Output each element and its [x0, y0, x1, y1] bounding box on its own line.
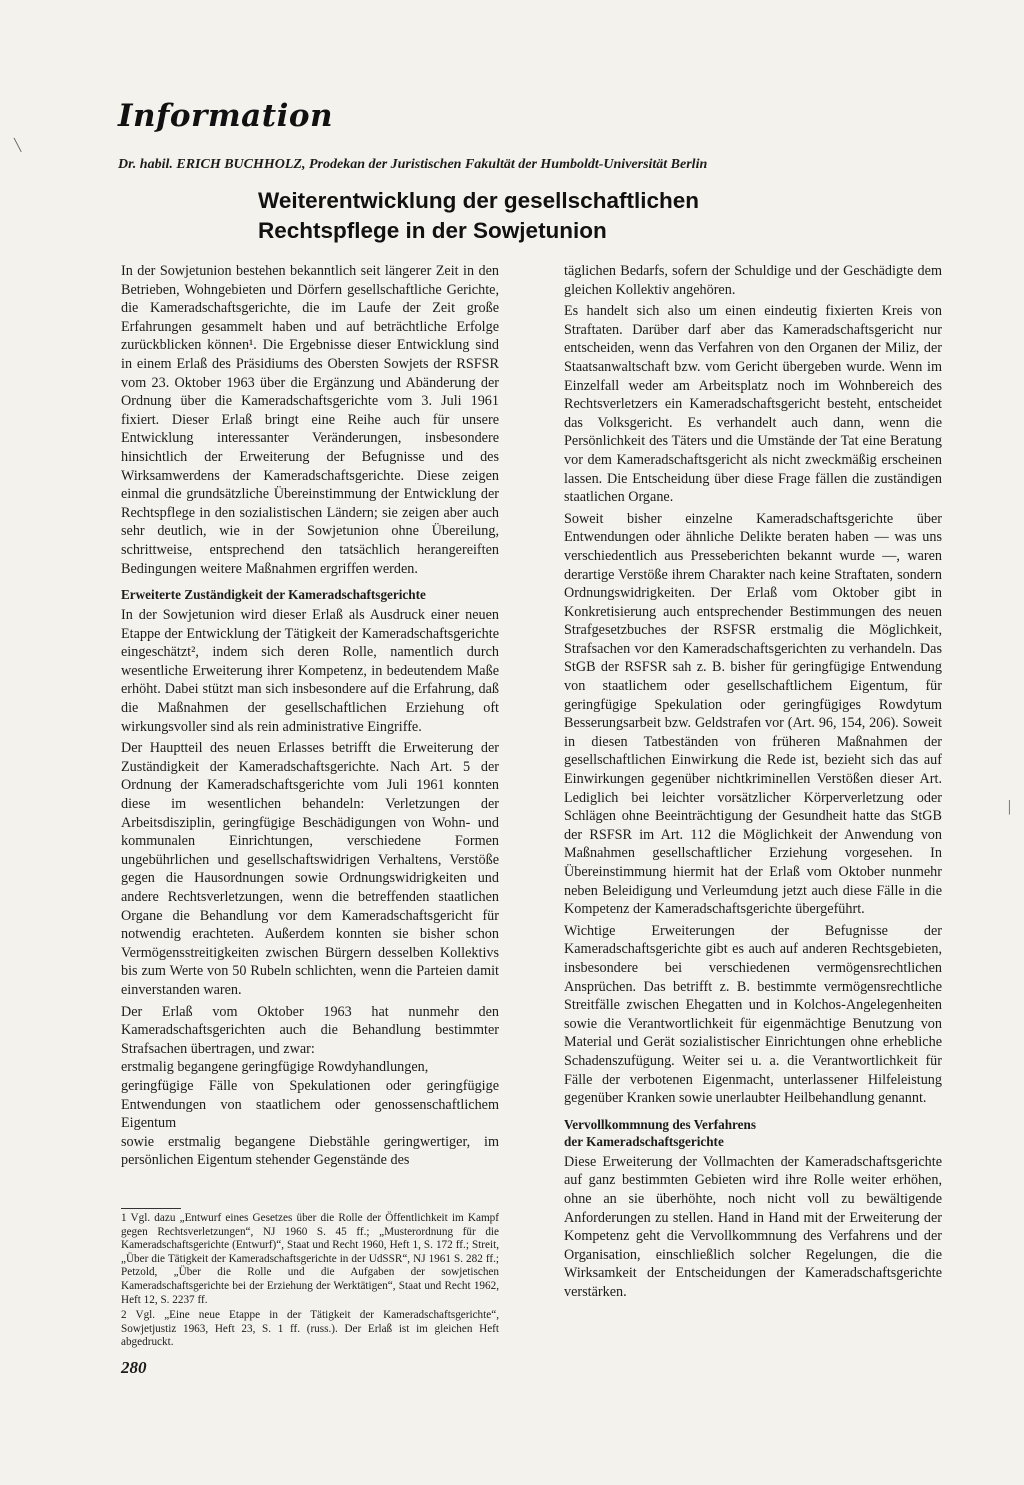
left-column — [121, 262, 499, 1170]
page-number: 280 — [121, 1358, 147, 1377]
footnote-1: 1 Vgl. dazu „Entwurf eines Gesetzes über die Rolle der Öffentlichkeit im Kampf gegen Rechtsverletzungen“, NJ 1960 S. 45 ff.; „Musterordnung für die Kameradschaftsgerichte (Entwurf)“, Staat und Recht 1960, Heft 1, S. 172 ff.; Streit, „Über die Tätigkeit der Kameradschaftsgerichte in der UdSSR“, NJ 1961 S. 282 ff.; Petzold, „Über die Rolle und die Aufgaben der sowjetischen Kameradschaftsgerichte bei der Erziehung der Werktätigen“, Staat und Recht 1962, Heft 12, S. 2237 ff. — [121, 1212, 499, 1306]
paragraph: Es handelt sich also um einen eindeutig fixierten Kreis von Straftaten. Darüber darf aber das Kameradschaftsgericht nur entscheiden, wenn das Verfahren von den Organen der Miliz, der Staatsanwaltschaft bzw. vom Gericht übergeben wurde. Wenn im Einzelfall weder am Arbeitsplatz noch im Wohnbereich des Rechtsverletzers ein Kameradschaftsgericht besteht, entscheidet das Volksgericht. Es verhandelt auch dann, wenn die Persönlichkeit des Täters und die Umstände der Tat eine Beratung vor dem Kameradschaftsgericht als nicht zweckmäßig erscheinen lassen. Die Entscheidung über diese Frage fällen die zuständigen staatlichen Organe. — [564, 303, 942, 506]
section-heading-line-2: der Kameradschaftsgerichte — [564, 1133, 724, 1149]
paragraph: Wichtige Erweiterungen der Befugnisse der Kameradschaftsgerichte gibt es auch auf anderen Rechtsgebieten, insbesondere bei verschiedenen vermögensrechtlichen Ansprüchen. Das betrifft z. B. bestimmte vermögensrechtliche Streitfälle zwischen Ehegatten und in Kolchos-Angelegenheiten sowie die Verantwortlichkeit für eigenmächtige Benutzung von Material und Gerät sozialistischer Einrichtungen ohne erhebliche Schadenszufügung. Weiter sei u. a. die Verantwortlichkeit für Fälle der verbotenen Eigenmacht, unterlassener Hilfeleistung gegenüber Kranken sowie unerlaubter Heilbehandlung genannt. — [564, 922, 942, 1107]
section-heading-line-1: Vervollkommnung des Verfahrens — [564, 1116, 756, 1132]
paragraph: täglichen Bedarfs, sofern der Schuldige und der Geschädigte dem gleichen Kollektiv angehören. — [564, 263, 942, 298]
paragraph: Soweit bisher einzelne Kameradschaftsgerichte über Entwendungen oder ähnliche Delikte beraten haben — was uns verschiedentlich aus Presseberichten bekannt wurde —, waren derartige Verstöße ihrem Charakter nach keine Straftaten, sondern Ordnungswidrigkeiten. Der Erlaß vom Oktober gibt in Konkretisierung auch entsprechender Bestimmungen des neuen Strafgesetzbuches der RSFSR erstmalig die Möglichkeit, Strafsachen vor den Kameradschaftsgerichten zu verhandeln. Das StGB der RSFSR sah z. B. bisher für geringfügige Entwendung von staatlichem oder gesellschaftlichem Eigentum, für geringfügige Spekulation oder geringfügiges Rowdytum Besserungsarbeit bzw. Geldstrafen vor (Art. 96, 154, 206). Soweit in diesen Tatbeständen von früheren Maßnahmen der gesellschaftlichen Einwirkung die Rede ist, bezieht sich das auf Einwirkungen gegenüber nichtkriminellen Verstößen dieser Art. Lediglich bei leichter vorsätzlicher Körperverletzung oder Schlägen ohne Beeinträchtigung der Gesundheit hatte das StGB der RSFSR im Art. 112 die Möglichkeit der Anwendung von Maßnahmen gesellschaftlicher Erziehung vorgesehen. In Übereinstimmung hiermit hat der Erlaß vom Oktober nunmehr neben Beleidigung und Verleumdung jetzt auch diese Fälle in die Kompetenz der Kameradschaftsgerichte übergeführt. — [564, 510, 942, 918]
article-title — [258, 186, 878, 246]
paragraph: Diese Erweiterung der Vollmachten der Kameradschaftsgerichte auf ganz bestimmten Gebieten wird ihre Rolle weiter erhöhen, ohne an sie überhöhte, noch nicht voll zu bewältigende Anforderungen zu stellen. Hand in Hand mit der Erweiterung der Kompetenz geht die Vervollkommnung des Verfahrens und der Organisation, einschließlich solcher Regelungen, die die Wirksamkeit der Entscheidungen der Kameradschaftsgerichte verstärken. — [564, 1153, 942, 1300]
scan-mark: │ — [1005, 800, 1014, 814]
footnote-divider — [121, 1208, 181, 1209]
paragraph: Der Erlaß vom Oktober 1963 hat nunmehr den Kameradschaftsgerichten auch die Behandlung bestimmter Strafsachen übertragen, und zwar: — [121, 1003, 499, 1057]
footnote-2: 2 Vgl. „Eine neue Etappe in der Tätigkeit der Kameradschaftsgerichte“, Sowjetjustiz 1963, Heft 23, S. 1 ff. (russ.). Der Erlaß ist im gleichen Heft abgedruckt. — [121, 1309, 499, 1349]
article-title-line-2: Rechtspflege in der Sowjetunion — [258, 218, 607, 243]
paragraph: Der Hauptteil des neuen Erlasses betrifft die Erweiterung der Zuständigkeit der Kameradschaftsgerichte. Nach Art. 5 der Ordnung der Kameradschaftsgerichte vom Juli 1961 konnten diese im wesentlichen behandeln: Verletzungen der Arbeitsdisziplin, geringfügige Beschädigungen von Wohn- und kommunalen Einrichtungen, verschiedene Formen ungebührlichen und gesellschaftswidrigen Verhaltens, Verstöße gegen die Hausordnungen sowie Ordnungswidrigkeiten und andere Rechtsverletzungen, wenn die betreffenden staatlichen Organe die Behandlung vor dem Kameradschaftsgericht für notwendig erachteten. Außerdem konnten sie bisher schon Vermögensstreitigkeiten zwischen Bürgern desselben Kollektivs bis zum Werte von 50 Rubeln schlichten, wenn die Parteien damit einverstanden waren. — [121, 740, 499, 998]
section-label: Information — [118, 98, 334, 134]
paragraph: In der Sowjetunion bestehen bekanntlich seit längerer Zeit in den Betrieben, Wohngebieten und Dörfern gesellschaftliche Gerichte, die Kameradschaftsgerichte, die im Laufe der Zeit große Erfahrungen gesammelt haben und auf beträchtliche Erfolge zurückblicken können¹. Die Ergebnisse dieser Entwicklung sind in einem Erlaß des Präsidiums des Obersten Sowjets der RSFSR vom 23. Oktober 1963 über die Ergänzung und Abänderung der Ordnung über die Kameradschaftsgerichte vom 3. Juli 1961 fixiert. Dieser Erlaß bringt eine Reihe auch für unsere Entwicklung interessanter Veränderungen, insbesondere hinsichtlich der Erweiterung der Befugnisse und des Wirksamwerdens der Kameradschaftsgerichte. Diese zeigen einmal die grundsätzliche Übereinstimmung der Entwicklung der Rechtspflege in den sozialistischen Ländern; sie zeigen aber auch sehr deutlich, wie in der Sowjetunion ohne Übereilung, schrittweise, entsprechend den tatsächlich herangereiften Bedingungen weitere Maßnahmen ergriffen werden. — [121, 263, 499, 577]
offense-list — [121, 1058, 499, 1170]
article-title-line-1: Weiterentwicklung der gesellschaftlichen — [258, 188, 699, 213]
section-heading — [564, 1116, 942, 1150]
footnotes — [121, 1212, 499, 1352]
list-item: sowie erstmalig begangene Diebstähle geringwertiger, im persönlichen Eigentum stehender Gegenstände des — [121, 1133, 499, 1169]
scan-mark: ╲ — [14, 138, 22, 152]
right-column — [564, 262, 942, 1304]
list-item: erstmalig begangene geringfügige Rowdyhandlungen, — [121, 1059, 429, 1076]
author-line: Dr. habil. ERICH BUCHHOLZ, Prodekan der Juristischen Fakultät der Humboldt-Universität Berlin — [118, 157, 708, 172]
list-item: geringfügige Fälle von Spekulationen oder geringfügige Entwendungen von staatlichem oder genossenschaftlichem Eigentum — [121, 1077, 499, 1132]
paragraph: In der Sowjetunion wird dieser Erlaß als Ausdruck einer neuen Etappe der Entwicklung der Tätigkeit der Kameradschaftsgerichte eingeschätzt², indem sich deren Rolle, namentlich durch wesentliche Erweiterung ihrer Kompetenz, in bedeutendem Maße erhöht. Dabei stützt man sich insbesondere auf die Erfahrung, daß die Maßnahmen der gesellschaftlichen Erziehung oft wirkungsvoller sind als rein administrative Eingriffe. — [121, 607, 499, 735]
section-heading: Erweiterte Zuständigkeit der Kameradschaftsgerichte — [121, 587, 426, 603]
